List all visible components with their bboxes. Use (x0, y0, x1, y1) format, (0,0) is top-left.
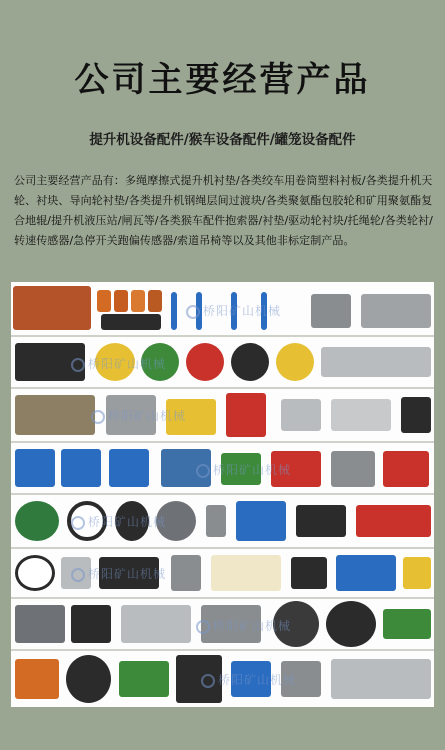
watermark: 桥阳矿山机械 (71, 513, 166, 530)
product-image-machine (15, 395, 95, 435)
page-title: 公司主要经营产品 (74, 60, 371, 100)
gallery-row-1 (11, 282, 434, 335)
product-image-arm (171, 292, 177, 330)
product-image-arm (261, 292, 267, 330)
product-image-belt (176, 655, 222, 703)
product-image-cabinet (15, 449, 55, 487)
watermark: 桥阳矿山机械 (71, 565, 166, 582)
watermark: 桥阳矿山机械 (196, 461, 291, 478)
product-image-clamp (361, 294, 431, 328)
product-image-liner (97, 290, 111, 312)
product-gallery (11, 282, 434, 707)
product-image-sensor (121, 605, 191, 643)
gallery-row-5 (11, 495, 434, 547)
product-image-clamp (71, 605, 111, 643)
product-image-wheel (276, 343, 314, 381)
product-image-part (61, 557, 91, 589)
product-image-liner (114, 290, 128, 312)
product-image-assembly (331, 659, 431, 699)
product-image-wheel (231, 343, 269, 381)
product-description: 公司主要经营产品有：多绳摩擦式提升机衬垫/各类绞车用卷筒塑料衬板/各类提升机天轮、衬块、导向轮衬垫/各类提升机钢绳层间过渡块/各类聚氨酯包胶轮和矿用聚氨酯复合地辊/提升机液压站/闸瓦等/各类猴车配件抱索器/衬垫/驱动轮衬块/托绳轮/各类轮衬/转速传感器/急停开关跑偏传感器/索道吊椅等以及其他非标定制产品。 (14, 174, 433, 247)
product-image-wheel (141, 343, 179, 381)
product-image-arm (196, 292, 202, 330)
product-image-sheave (326, 601, 376, 647)
gallery-row-4 (11, 443, 434, 493)
product-image-belt (99, 557, 159, 589)
product-image-clamp (311, 294, 351, 328)
gallery-row-2 (11, 337, 434, 387)
product-image-wheel (66, 655, 111, 703)
product-image-cabinet (61, 449, 101, 487)
watermark: 桥阳矿山机械 (186, 302, 281, 319)
product-image-jack (171, 555, 201, 591)
watermark: 桥阳矿山机械 (196, 617, 291, 634)
product-image-sensor (201, 605, 261, 643)
product-image-sensor (106, 395, 156, 435)
product-image-pads (356, 505, 431, 537)
product-image-part (281, 661, 321, 697)
product-image-truck (13, 286, 91, 330)
product-image-bracket (331, 399, 391, 431)
product-image-cabinet (109, 449, 149, 487)
watermark: 桥阳矿山机械 (91, 407, 186, 424)
product-image-chain (15, 343, 85, 381)
product-image-part (291, 557, 327, 589)
product-image-clamp (15, 605, 65, 643)
product-image-liner (383, 609, 431, 639)
product-image-liner (119, 661, 169, 697)
product-image-rail (321, 347, 431, 377)
product-image-ring (15, 555, 55, 591)
gallery-row-6 (11, 549, 434, 597)
product-image-wheel (95, 343, 135, 381)
product-image-pump (221, 453, 261, 485)
product-image-valve (383, 451, 429, 487)
product-image-ring (67, 501, 107, 541)
product-image-station (336, 555, 396, 591)
product-image-motor (15, 501, 59, 541)
watermark: 桥阳矿山机械 (201, 671, 296, 688)
product-image-unit (226, 393, 266, 437)
product-image-rollers (211, 555, 281, 591)
product-image-motor (236, 501, 286, 541)
product-image-blocks (101, 314, 161, 330)
product-image-wheel (186, 343, 224, 381)
product-image-valve (331, 451, 375, 487)
gallery-row-7 (11, 599, 434, 649)
product-image-pump (271, 451, 321, 487)
product-image-part (231, 661, 271, 697)
product-image-part (206, 505, 226, 537)
product-image-ring (156, 501, 196, 541)
product-image-part (403, 557, 431, 589)
product-image-liner (148, 290, 162, 312)
product-image-switch (166, 399, 216, 435)
product-image-pads (296, 505, 346, 537)
product-image-ring (115, 501, 149, 541)
product-image-station (161, 449, 211, 487)
product-image-unit (281, 399, 321, 431)
product-image-arm (231, 292, 237, 330)
product-image-box (401, 397, 431, 433)
watermark: 桥阳矿山机械 (71, 355, 166, 372)
page-subtitle: 提升机设备配件/猴车设备配件/罐笼设备配件 (89, 132, 356, 148)
gallery-row-8 (11, 651, 434, 707)
product-image-blocks (15, 659, 59, 699)
product-image-sheave (273, 601, 319, 647)
gallery-row-3 (11, 389, 434, 441)
product-image-liner (131, 290, 145, 312)
